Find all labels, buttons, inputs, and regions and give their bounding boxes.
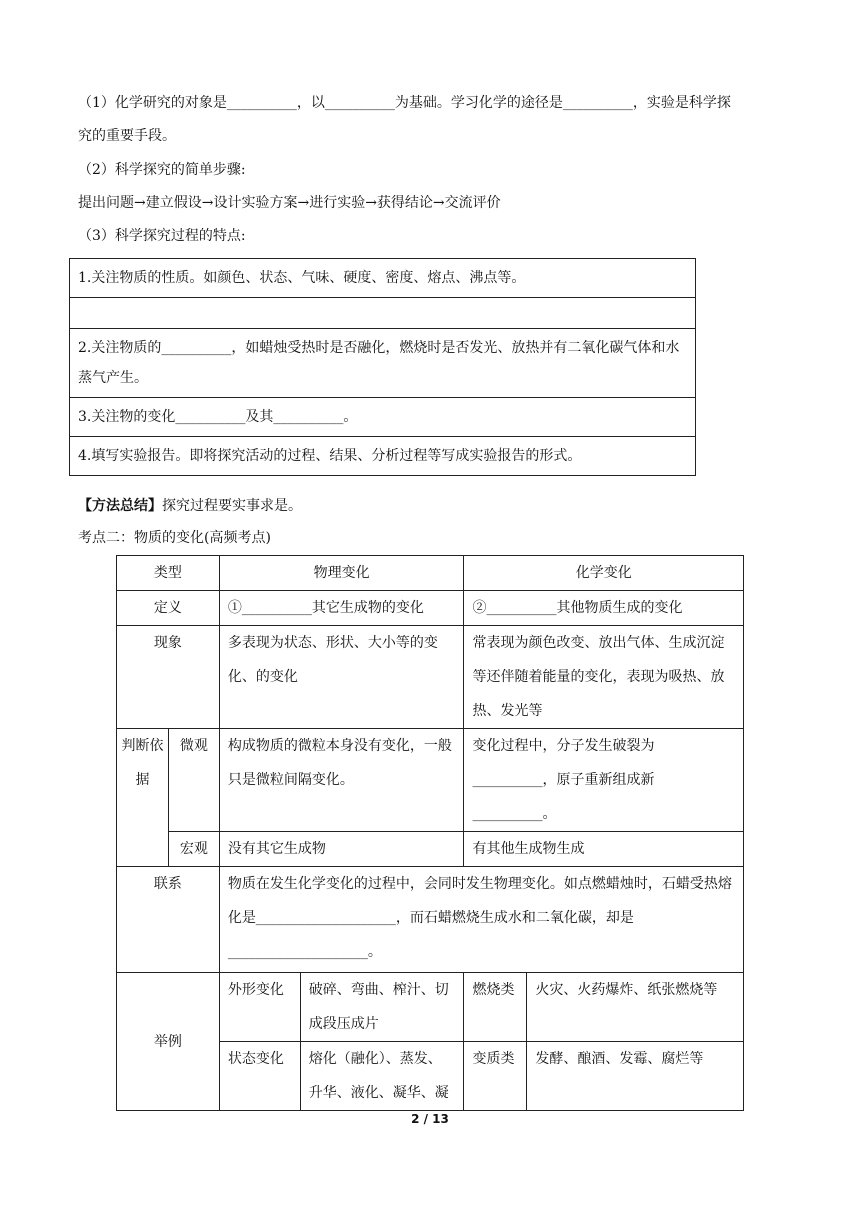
- table-row: [117, 556, 744, 591]
- table-row: [117, 626, 744, 729]
- definition-physical: ①__________其它生成物的变化: [219, 591, 464, 626]
- table-row: [117, 867, 744, 973]
- definition-chemical: ②__________其他物质生成的变化: [464, 591, 744, 626]
- basis-micro-physical: 构成物质的微粒本身没有变化，一般只是微粒间隔变化。: [219, 729, 464, 832]
- phenomenon-chemical: 常表现为颜色改变、放出气体、生成沉淀等还伴随着能量的变化，表现为吸热、放热、发光等: [464, 626, 744, 729]
- examples-shape-text: 破碎、弯曲、榨汁、切成段压成片: [300, 973, 464, 1042]
- table-row: [70, 259, 696, 298]
- relation-label: 联系: [117, 867, 220, 973]
- method-summary-text: 探究过程要实事求是。: [162, 498, 302, 514]
- features-row-3: 3.关注物的变化__________及其__________。: [70, 398, 696, 437]
- phenomenon-physical: 多表现为状态、形状、大小等的变化、的变化: [219, 626, 464, 729]
- intro-item2: （2）科学探究的简单步骤:: [78, 162, 246, 178]
- basis-micro-chemical: 变化过程中，分子发生破裂为__________，原子重新组成新__________。: [464, 729, 744, 832]
- features-row-1: 1.关注物质的性质。如颜色、状态、气味、硬度、密度、熔点、沸点等。: [70, 259, 696, 298]
- header-chemical: 化学变化: [464, 556, 744, 591]
- features-row-4: 4.填写实验报告。即将探究活动的过程、结果、分析过程等写成实验报告的形式。: [70, 437, 696, 476]
- intro-item1-line2: 究的重要手段。: [78, 128, 176, 144]
- header-physical: 物理变化: [219, 556, 464, 591]
- examples-burn-text: 火灾、火药爆炸、纸张燃烧等: [527, 973, 744, 1042]
- basis-label: 判断依据: [117, 729, 169, 867]
- examples-state-label: 状态变化: [219, 1042, 300, 1111]
- basis-macro-label: 宏观: [168, 832, 219, 867]
- definition-label: 定义: [117, 591, 220, 626]
- examples-decay-label: 变质类: [464, 1042, 527, 1111]
- table-row: [70, 398, 696, 437]
- examples-decay-text: 发酵、酿酒、发霉、腐烂等: [527, 1042, 744, 1111]
- intro-item3: （3）科学探究过程的特点:: [78, 228, 246, 244]
- table-row: [70, 437, 696, 476]
- table-row: [70, 298, 696, 329]
- phenomenon-label: 现象: [117, 626, 220, 729]
- features-row-empty: [70, 298, 696, 329]
- change-table: [116, 555, 744, 1111]
- table-row: [117, 591, 744, 626]
- table-row: [70, 329, 696, 398]
- intro-item1-line1: （1）化学研究的对象是__________，以__________为基础。学习化学的途径是__________，实验是科学探: [78, 95, 731, 111]
- intro-steps: 提出问题→建立假设→设计实验方案→进行实验→获得结论→交流评价: [78, 195, 501, 211]
- examples-burn-label: 燃烧类: [464, 973, 527, 1042]
- basis-macro-physical: 没有其它生成物: [219, 832, 464, 867]
- header-type: 类型: [117, 556, 220, 591]
- features-table: [69, 258, 696, 476]
- table-row: [117, 832, 744, 867]
- section2-title: 考点二：物质的变化(高频考点): [78, 530, 271, 546]
- basis-micro-label: 微观: [168, 729, 219, 832]
- features-row-2: 2.关注物质的__________，如蜡烛受热时是否融化，燃烧时是否发光、放热并有二氧化碳气体和水蒸气产生。: [70, 329, 696, 398]
- examples-state-text: 熔化（融化）、蒸发、升华、液化、凝华、凝: [300, 1042, 464, 1111]
- basis-macro-chemical: 有其他生成物生成: [464, 832, 744, 867]
- examples-label: 举例: [117, 973, 220, 1111]
- relation-text: 物质在发生化学变化的过程中，会同时发生物理变化。如点燃蜡烛时，石蜡受热熔化是____________________，而石蜡燃烧生成水和二氧化碳，却是____________________。: [219, 867, 743, 973]
- examples-shape-label: 外形变化: [219, 973, 300, 1042]
- method-summary-label: 【方法总结】: [78, 498, 162, 514]
- table-row: [117, 973, 744, 1042]
- table-row: [117, 729, 744, 832]
- page-number: 2 / 13: [411, 1112, 449, 1126]
- method-summary: [78, 496, 798, 516]
